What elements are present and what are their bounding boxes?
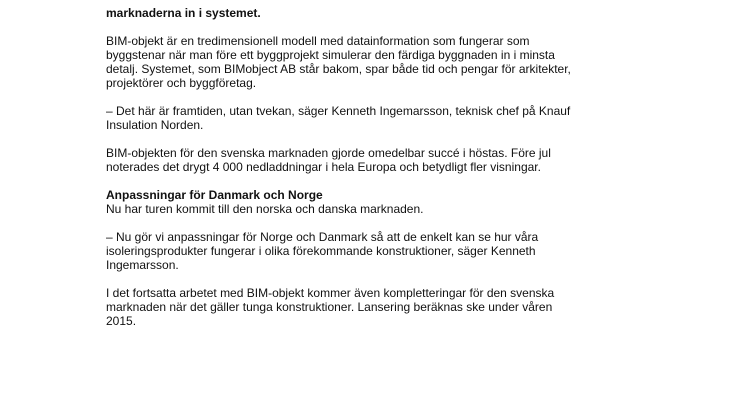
- text-line: 2015.: [106, 314, 137, 328]
- text-line: Insulation Norden.: [106, 118, 204, 132]
- lead-paragraph-end: [106, 6, 666, 20]
- section-intro: Nu har turen kommit till den norska och danska marknaden.: [106, 202, 424, 216]
- section-heading: Anpassningar för Danmark och Norge: [106, 188, 323, 202]
- text-line: noterades det drygt 4 000 nedladdningar i hela Europa och betydligt fler visningar.: [106, 160, 541, 174]
- paragraph-launch: [106, 286, 666, 328]
- document-page: [106, 6, 666, 342]
- text-line: detalj. Systemet, som BIMobject AB står bakom, spar både tid och pengar för arkitekter,: [106, 62, 571, 76]
- text-line: – Nu gör vi anpassningar för Norge och Danmark så att de enkelt kan se hur våra: [106, 230, 539, 244]
- lead-line: marknaderna in i systemet.: [106, 6, 261, 20]
- paragraph-bim-definition: [106, 34, 666, 90]
- paragraph-quote-future: [106, 104, 666, 132]
- text-line: Ingemarsson.: [106, 258, 179, 272]
- paragraph-quote-adaptations: [106, 230, 666, 272]
- text-line: – Det här är framtiden, utan tvekan, säger Kenneth Ingemarsson, teknisk chef på Knauf: [106, 104, 571, 118]
- paragraph-downloads: [106, 146, 666, 174]
- text-line: BIM-objekten för den svenska marknaden gjorde omedelbar succé i höstas. Före jul: [106, 146, 551, 160]
- text-line: marknaden när det gäller tunga konstruktioner. Lansering beräknas ske under våren: [106, 300, 553, 314]
- text-line: I det fortsatta arbetet med BIM-objekt kommer även kompletteringar för den svenska: [106, 286, 555, 300]
- section-denmark-norway: [106, 188, 666, 216]
- text-line: projektörer och byggföretag.: [106, 76, 257, 90]
- text-line: byggstenar när man före ett byggprojekt simulerar den färdiga byggnaden in i minsta: [106, 48, 555, 62]
- text-line: isoleringsprodukter fungerar i olika förekommande konstruktioner, säger Kenneth: [106, 244, 536, 258]
- text-line: BIM-objekt är en tredimensionell modell med datainformation som fungerar som: [106, 34, 530, 48]
